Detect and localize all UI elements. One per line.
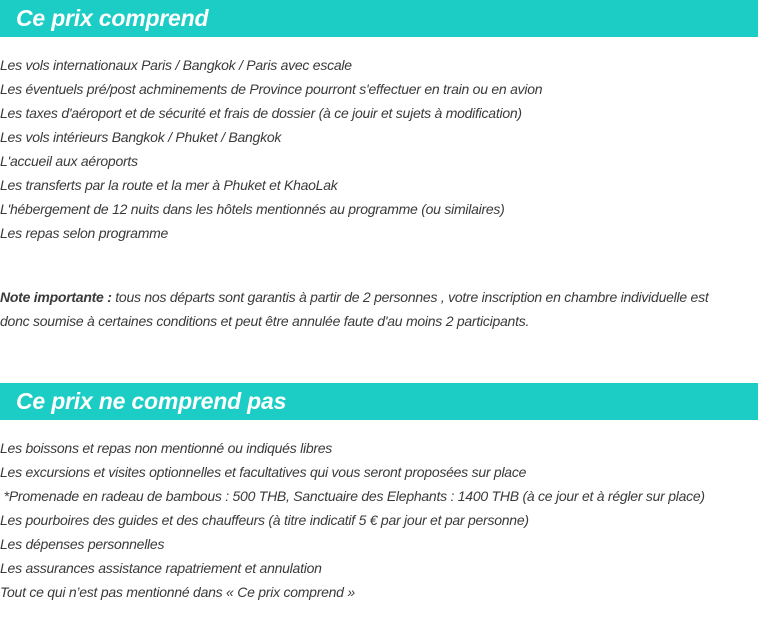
important-note-line-1 (0, 285, 758, 309)
excluded-item: Les pourboires des guides et des chauffeurs (à titre indicatif 5 € par jour et par personne) (0, 512, 529, 528)
excluded-section-title: Ce prix ne comprend pas (16, 388, 287, 414)
included-item: Les taxes d'aéroport et de sécurité et frais de dossier (à ce jouir et sujets à modification) (0, 105, 522, 121)
included-item: Les transferts par la route et la mer à Phuket et KhaoLak (0, 177, 338, 193)
excluded-item: Les boissons et repas non mentionné ou indiqués libres (0, 440, 333, 456)
excluded-item: *Promenade en radeau de bambous : 500 THB, Sanctuaire des Elephants : 1400 THB (à ce jour et à régler sur place) (0, 488, 705, 504)
excluded-item: Tout ce qui n’est pas mentionné dans « Ce prix comprend » (0, 584, 355, 600)
included-item: L'hébergement de 12 nuits dans les hôtels mentionnés au programme (ou similaires) (0, 201, 505, 217)
important-note-line-2: donc soumise à certaines conditions et peut être annulée faute d'au moins 2 participants. (0, 313, 530, 329)
excluded-item: Les dépenses personnelles (0, 536, 165, 552)
excluded-item: Les assurances assistance rapatriement et annulation (0, 560, 322, 576)
included-item: Les vols internationaux Paris / Bangkok / Paris avec escale (0, 57, 352, 73)
included-item: Les vols intérieurs Bangkok / Phuket / Bangkok (0, 129, 282, 145)
included-section-header (0, 0, 758, 37)
important-note-label: Note importante : (0, 289, 112, 305)
included-item: Les repas selon programme (0, 225, 169, 241)
excluded-section-header (0, 383, 758, 420)
included-section-title: Ce prix comprend (16, 5, 209, 31)
included-item: Les éventuels pré/post achminements de Province pourront s'effectuer en train ou en avion (0, 81, 543, 97)
important-note-text: tous nos départs sont garantis à partir de 2 personnes , votre inscription en chambre individuelle est (111, 289, 709, 305)
excluded-item: Les excursions et visites optionnelles et facultatives qui vous seront proposées sur place (0, 464, 527, 480)
important-note (0, 285, 758, 333)
excluded-items-list (0, 436, 758, 604)
included-item: L'accueil aux aéroports (0, 153, 138, 169)
included-items-list (0, 53, 758, 245)
